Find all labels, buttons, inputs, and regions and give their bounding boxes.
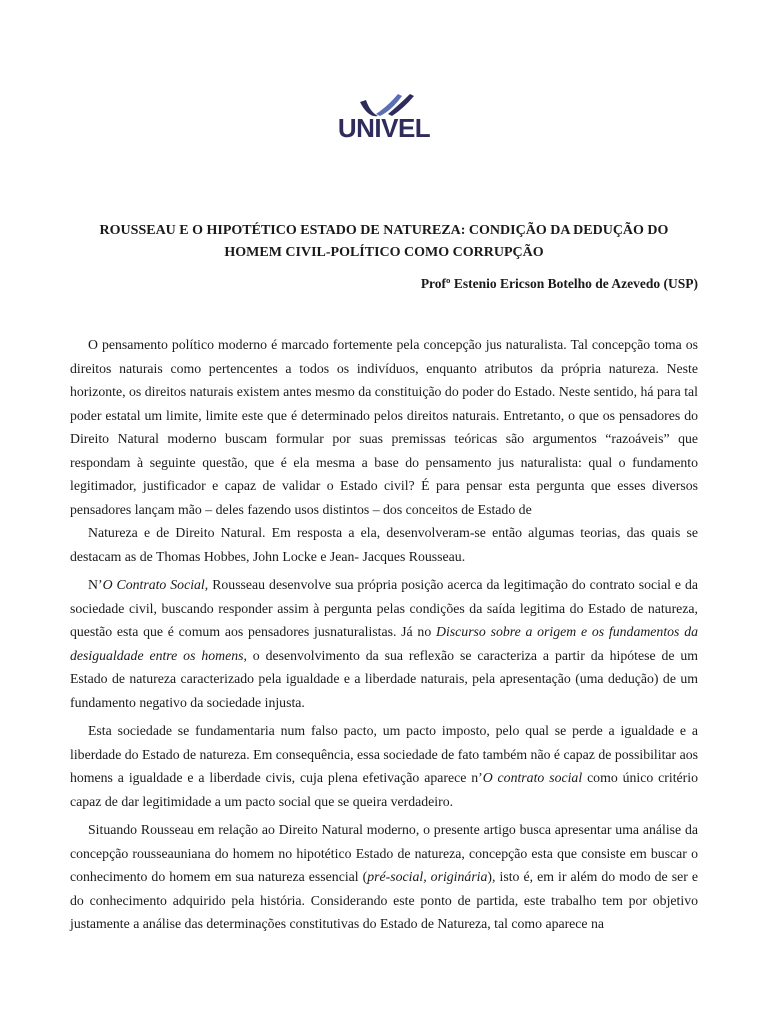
paragraph-5-text: ), isto é, em ir além do modo de ser e do conhecimento adquirido pela história. Considerando este ponto de partida, este trabalho tem por objetivo justamente a análise das determinações constitutivas do Estado de Natureza, tal como aparece na	[70, 869, 698, 931]
title-line-2: HOMEM CIVIL-POLÍTICO COMO CORRUPÇÃO	[224, 245, 544, 260]
author-line: Profº Estenio Ericson Botelho de Azevedo (USP)	[420, 276, 698, 291]
paragraph-3-text: , o desenvolvimento da sua reflexão se caracteriza a partir da hipótese de um Estado de natureza caracterizado pela igualdade e a liberdade naturais, pela apresentação (uma dedução) de um fundamento negativo da sociedade injusta.	[70, 647, 698, 710]
book-title-contrato-social: O Contrato Social	[102, 577, 205, 592]
document-title	[70, 220, 698, 264]
book-title-contrato-social: O contrato social	[482, 770, 583, 785]
paragraph-3	[70, 573, 698, 714]
book-title-discurso: Discurso sobre a origem e os fundamentos da desigualdade entre os homens	[70, 624, 698, 663]
emphasis-pre-social: pré-social, originária	[367, 869, 488, 884]
paragraph-2: Natureza e de Direito Natural. Em resposta a ela, desenvolveram-se então algumas teorias, das quais se destacam as de Thomas Hobbes, John Locke e Jean- Jacques Rousseau.	[70, 525, 698, 564]
article-body	[70, 333, 698, 941]
paragraph-3-text: N’	[88, 577, 103, 592]
paragraph-4-text: como único critério capaz de dar legitimidade a um pacto social que se queira verdadeiro.	[70, 770, 698, 809]
paragraph-3-text: , Rousseau desenvolve sua própria posição acerca da legitimação do contrato social e da sociedade civil, buscando responder assim à pergunta pelas condições da saída legitima do Estado de natureza, questão esta que é comum aos pensadores jusnaturalistas. Já no	[70, 577, 698, 639]
paragraph-1: O pensamento político moderno é marcado fortemente pela concepção jus naturalista. Tal concepção toma os direitos naturais como pertencentes a todos os indivíduos, enquanto atributos da própria natureza. Neste horizonte, os direitos naturais existem antes mesmo da constituição do poder do Estado. Neste sentido, há para tal poder estatal um limite, limite este que é determinado pelos direitos naturais. Entretanto, o que os pensadores do Direito Natural moderno buscam formular por suas premissas teóricas são argumentos “razoáveis” que respondam à seguinte questão, que é ela mesma a base do pensamento jus naturalista: qual o fundamento legitimador, justificador e capaz de validar o Estado civil? É para pensar esta pergunta que esses diversos pensadores lançam mão – deles fazendo usos distintos – dos conceitos de Estado de	[70, 337, 698, 517]
paragraph-4-text: Esta sociedade se fundamentaria num falso pacto, um pacto imposto, pelo qual se perde a igualdade e a liberdade do Estado de natureza. Em consequência, essa sociedade de fato também não é capaz de possibilitar aos homens a igualdade e a liberdade civis, cuja plena efetivação aparece n’	[70, 723, 698, 785]
title-line-1: ROUSSEAU E O HIPOTÉTICO ESTADO DE NATUREZA: CONDIÇÃO DA DEDUÇÃO DO	[99, 223, 669, 238]
logo-text: UNIVEL	[337, 113, 431, 143]
paragraph-4	[70, 719, 698, 813]
univel-logo	[334, 92, 434, 148]
paragraph-5	[70, 818, 698, 936]
paragraph-5-text: Situando Rousseau em relação ao Direito Natural moderno, o presente artigo busca apresentar uma análise da concepção rousseauniana do homem no hipotético Estado de natureza, concepção esta que consiste em buscar o conhecimento do homem em sua natureza essencial (	[70, 822, 698, 884]
